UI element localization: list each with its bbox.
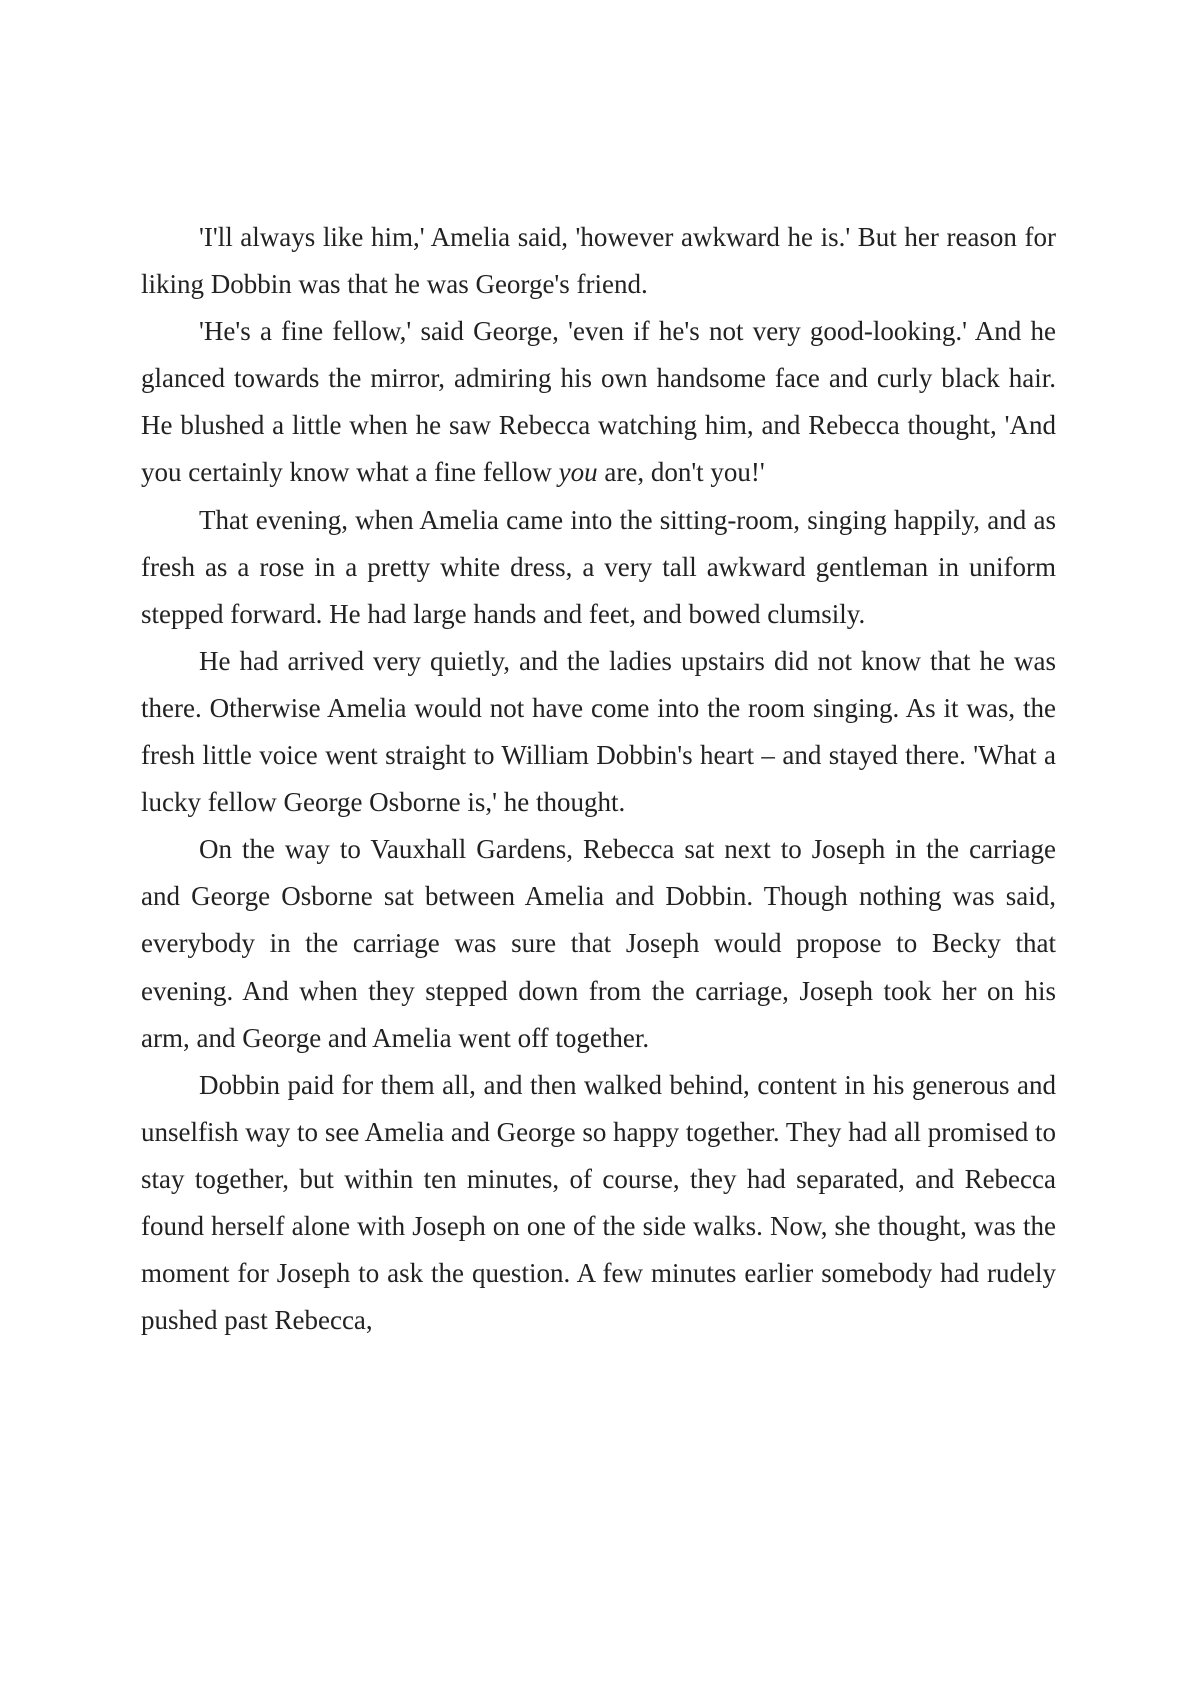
paragraph: That evening, when Amelia came into the sitting-room, singing happily, and as fresh as a rose in a pretty white dress, a very tall awkward gentleman in uniform stepped forward. He had large hands and feet, and bowed clumsily. <box>141 504 1056 629</box>
paragraph: He had arrived very quietly, and the ladies upstairs did not know that he was there. Otherwise Amelia would not have come into the room singing. As it was, the fresh little voice went straight to William Dobbin's heart – and stayed there. 'What a lucky fellow George Osborne is,' he thought. <box>141 645 1056 818</box>
paragraph: Dobbin paid for them all, and then walked behind, content in his generous and unselfish way to see Amelia and George so happy together. They had all promised to stay together, but within ten minutes, of course, they had separated, and Rebecca found herself alone with Joseph on one of the side walks. Now, she thought, was the moment for Joseph to ask the question. A few minutes earlier somebody had rudely pushed past Rebecca, <box>141 1069 1056 1336</box>
paragraph: 'I'll always like him,' Amelia said, 'however awkward he is.' But her reason for liking Dobbin was that he was George's friend. <box>141 222 1056 300</box>
paragraph-text: are, don't you!' <box>597 457 765 488</box>
paragraph-text: 'He's a fine fellow,' said George, 'even if he's not very good-looking.' And he glanced towards the mirror, admiring his own handsome face and curly black hair. He blushed a little when he saw Rebecca watching him, and Rebecca thought, 'And you certainly know what a fine fellow <box>141 316 1056 488</box>
emphasized-word: you <box>558 457 598 488</box>
document-page <box>141 214 1056 1344</box>
paragraph: On the way to Vauxhall Gardens, Rebecca sat next to Joseph in the carriage and George Osborne sat between Amelia and Dobbin. Though nothing was said, everybody in the carriage was sure that Joseph would propose to Becky that evening. And when they stepped down from the carriage, Joseph took her on his arm, and George and Amelia went off together. <box>141 834 1056 1053</box>
paragraph <box>141 308 1056 496</box>
